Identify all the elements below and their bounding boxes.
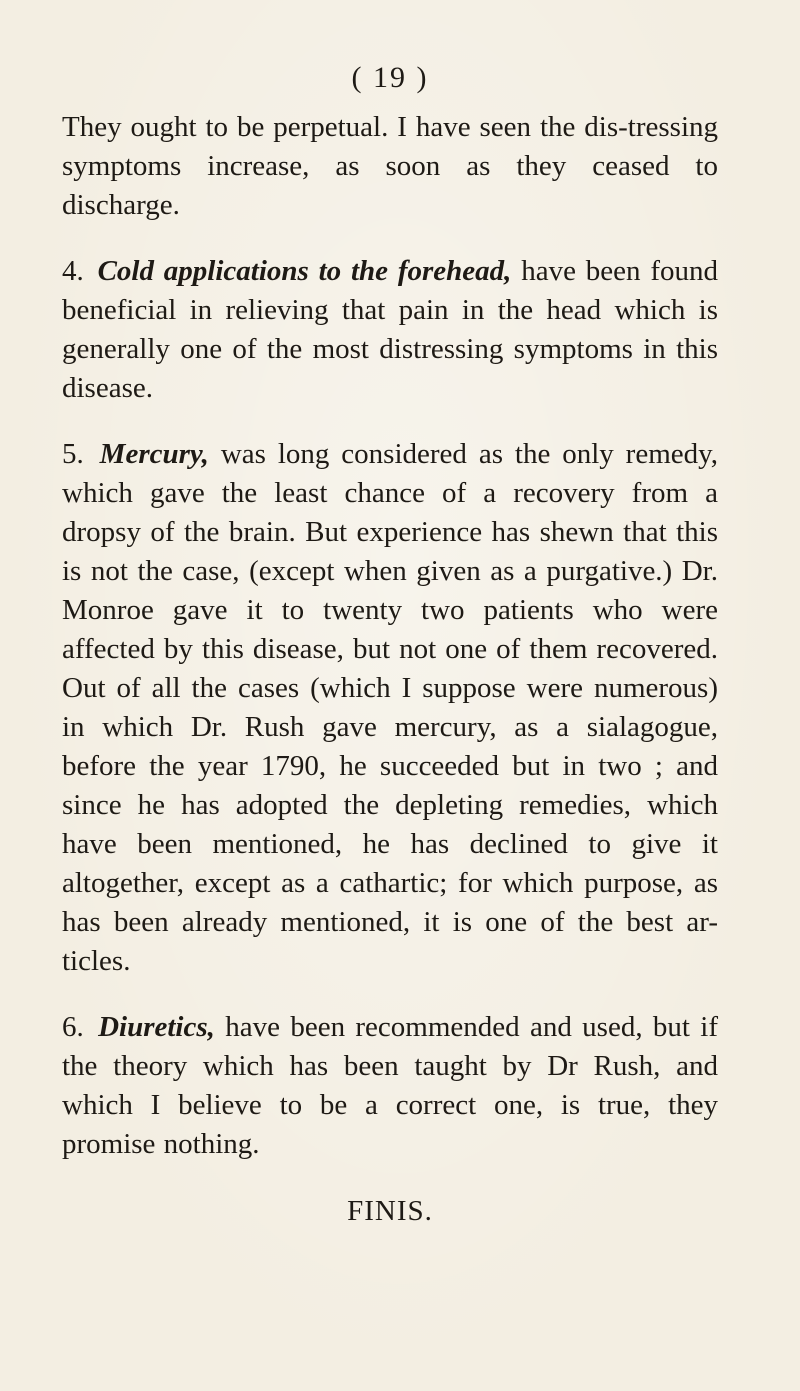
paragraph-diuretics (62, 1008, 718, 1164)
paragraph-continuation (62, 108, 718, 225)
paragraph-number: 5. (62, 438, 84, 470)
page-number: ( 19 ) (351, 61, 429, 94)
paragraph-heading: Mercury, (99, 438, 209, 470)
paragraph-number: 6. (62, 1011, 84, 1043)
finis-text: FINIS. (347, 1195, 433, 1227)
paragraph-number: 4. (62, 255, 84, 287)
paragraph-cold-applications (62, 252, 718, 408)
paragraph-text: have been found beneficial in relieving that pain in the head which is generally one of the most distressing symptoms in this disease. (62, 255, 718, 404)
paragraph-heading: Cold applications to the forehead, (97, 255, 512, 287)
paragraph-heading: Diuretics, (98, 1011, 215, 1043)
paragraph-text: was long considered as the only remedy, which gave the least chance of a recovery from a dropsy of the brain. But experience has shewn that this is not the case, (except when given as a purgative.) Dr. Monroe gave it to twenty two patients who were affected by this disease, but not one of them recovered. Out of all the cases (which I suppose were numerous) in which Dr. Rush gave mercury, as a sialagogue, before the year 1790, he succeeded but in two ; and since he has adopted the depleting remedies, which have been mentioned, he has declined to give it altogether, except as a cathartic; for which purpose, as has been already mentioned, it is one of the best ar-ticles. (62, 438, 718, 977)
paragraph-mercury (62, 435, 718, 981)
paragraph-text: have been recommended and used, but if the theory which has been taught by Dr Rush, and which I believe to be a correct one, is true, they promise nothing. (62, 1011, 719, 1160)
paragraph-text: They ought to be perpetual. I have seen the dis-tressing symptoms increase, as soon as they ceased to discharge. (62, 111, 718, 221)
